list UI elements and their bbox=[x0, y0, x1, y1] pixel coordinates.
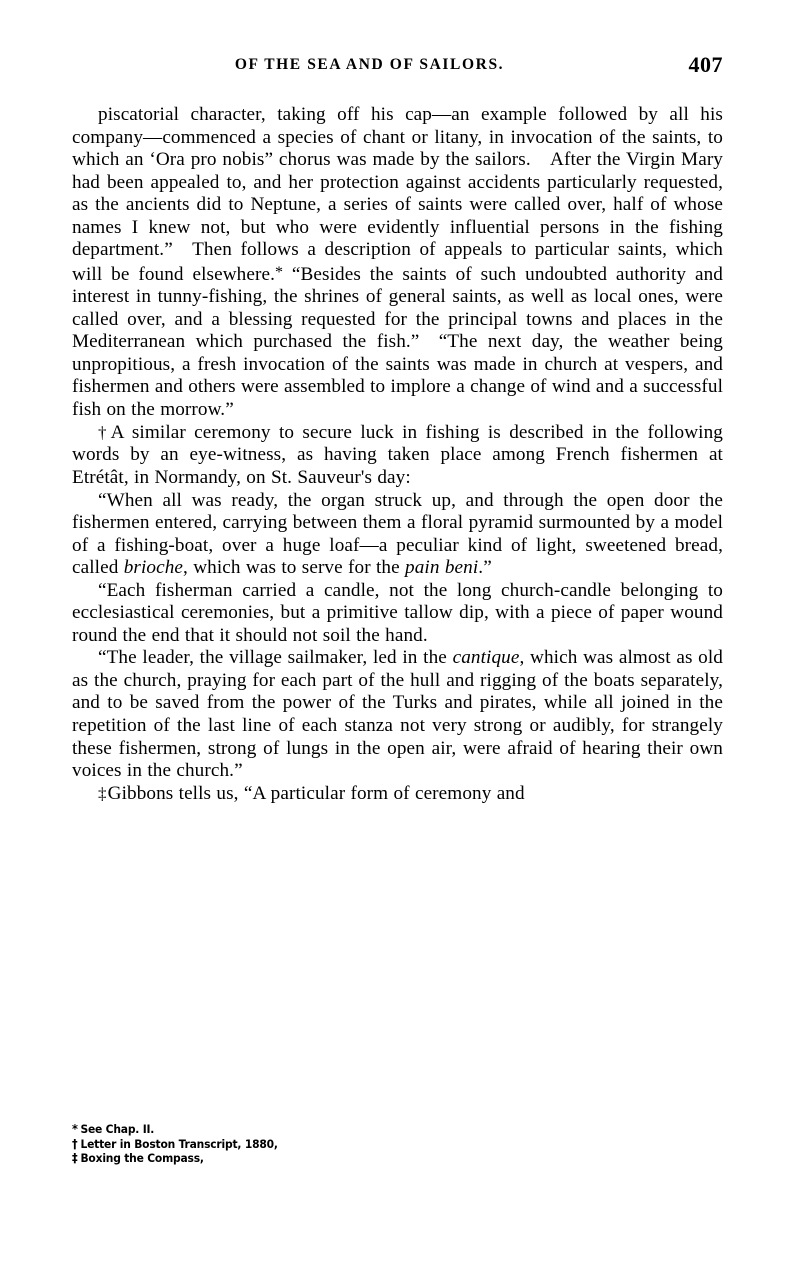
body-text-column bbox=[72, 104, 723, 805]
paragraph: †A similar ceremony to secure luck in fishing is described in the following words by an eye-witness, as having taken place among French fishermen at Etrétât, in Normandy, on St. Sauveur's day: bbox=[72, 421, 723, 488]
footnote-text: Letter in Boston Transcript, 1880, bbox=[80, 1136, 278, 1151]
page-number: 407 bbox=[688, 52, 723, 77]
paragraph: “The leader, the village sailmaker, led in the cantique, which was almost as old as the church, praying for each part of the hull and rigging of the boats separately, and to be saved from the power of the Turks and pirates, while all joined in the repetition of the last line of each stanza not very strong or audibly, for strangely these fishermen, strong of lungs in the open air, were afraid of hearing their own voices in the church.” bbox=[72, 647, 723, 782]
footnote-marker-dagger: † bbox=[72, 1136, 78, 1151]
footnote-text: See Chap. II. bbox=[80, 1122, 155, 1136]
page-title: OF THE SEA AND OF SAILORS. bbox=[234, 56, 505, 73]
paragraph: ‡Gibbons tells us, “A particular form of ceremony and bbox=[98, 782, 525, 804]
footnote-marker-double-dagger: ‡ bbox=[72, 1151, 78, 1166]
footnote-text: Boxing the Compass, bbox=[80, 1151, 204, 1166]
footnote-marker-asterisk: * bbox=[72, 1122, 78, 1136]
paragraph: piscatorial character, taking off his cap—an example followed by all his company—commenced a species of chant or litany, in invocation of the saints, to which an ‘Ora pro nobis” chorus was made by the sailors. After the Virgin Mary had been appealed to, and her protection against accidents particularly requested, as the ancients did to Neptune, a series of saints were called over, half of whose names I knew not, but who were evidently influential persons in the fishing department.” Then follows a description of appeals to particular saints, which will be found elsewhere.* “Besides the saints of such undoubted authority and interest in tunny-fishing, the shrines of general saints, as well as local ones, were called over, and a blessing requested for the principal towns and places in the Mediterranean which purchased the fish.” “The next day, the weather being unpropitious, a fresh invocation of the saints was made in church at vespers, and fishermen and others were assembled to implore a change of wind and a successful fish on the morrow.” bbox=[72, 104, 724, 420]
footnote-item bbox=[72, 1151, 429, 1166]
footnote-block bbox=[72, 1122, 452, 1166]
paragraph: “Each fisherman carried a candle, not the long church-candle belonging to ecclesiastical ceremonies, but a primitive tallow dip, with a piece of paper wound round the end that it should not soil the hand. bbox=[72, 579, 723, 646]
footnote-item bbox=[72, 1122, 429, 1137]
paragraph: “When all was ready, the organ struck up, and through the open door the fishermen entered, carrying between them a floral pyramid surmounted by a model of a fishing-boat, over a huge loaf—a peculiar kind of light, sweetened bread, called brioche, which was to serve for the pain beni.” bbox=[72, 489, 723, 579]
running-head bbox=[72, 52, 723, 80]
footnote-item bbox=[72, 1137, 429, 1152]
